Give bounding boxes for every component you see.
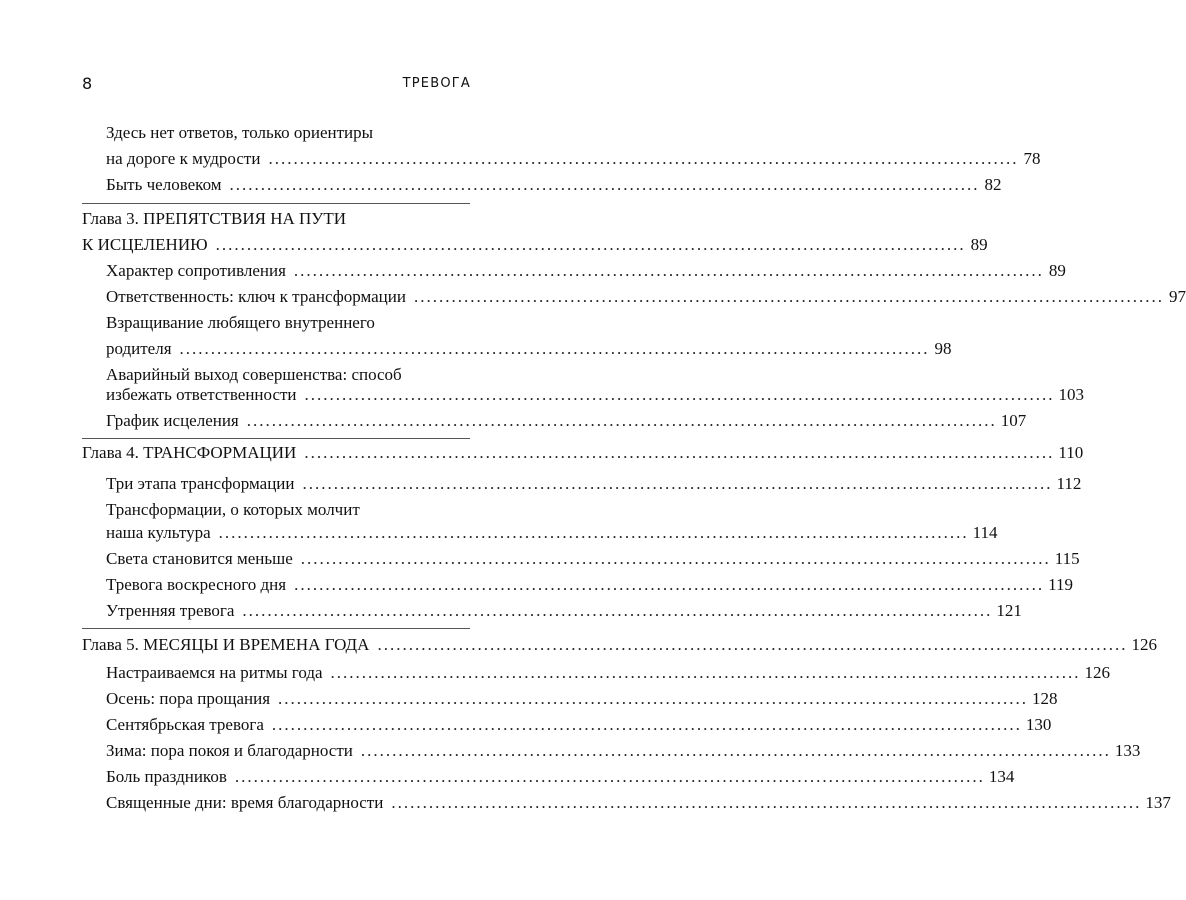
page-header: [0, 74, 529, 98]
toc-entry-title: Зима: пора покоя и благодарности: [106, 741, 353, 760]
toc-entry-title: График исцеления: [106, 411, 239, 430]
toc-entry-line: [106, 310, 470, 336]
toc-entry-page: 103: [1058, 385, 1085, 404]
toc-entry-page: 112: [1056, 474, 1082, 493]
chapter-page: 89: [970, 235, 988, 254]
chapter-title: Глава 5. МЕСЯЦЫ И ВРЕМЕНА ГОДА: [82, 635, 370, 654]
toc-entry: [106, 284, 1186, 310]
toc-entry: [106, 336, 952, 362]
toc-entry-title: Здесь нет ответов, только ориентиры: [106, 123, 374, 142]
dot-leader: ........................................................................................................................: [268, 149, 1019, 168]
toc-entry: [106, 686, 1058, 712]
chapter-heading-line: [82, 206, 470, 232]
toc-entry-page: 133: [1114, 741, 1141, 760]
toc-entry: [106, 712, 1052, 738]
dot-leader: ........................................................................................................................: [330, 663, 1081, 682]
toc-entry: [106, 146, 1041, 172]
toc-entry-title: наша культура: [106, 523, 211, 542]
chapter-page: 126: [1131, 635, 1157, 654]
dot-leader: ........................................................................................................................: [300, 549, 1051, 568]
toc-entry-title: Аварийный выход совершенства: способ: [106, 365, 402, 384]
toc-entry-page: 107: [1000, 411, 1027, 430]
toc-entry-title: Три этапа трансформации: [106, 474, 295, 493]
toc-entry-page: 137: [1145, 793, 1171, 812]
toc-entry-title: Тревога воскресного дня: [106, 575, 287, 594]
toc-entry-page: 82: [984, 175, 1002, 194]
dot-leader: ........................................................................................................................: [304, 385, 1055, 404]
section-divider: [82, 628, 470, 629]
section-divider: [82, 203, 470, 204]
toc-entry-title: Сентябрьская тревога: [106, 715, 264, 734]
dot-leader: ........................................................................................................................: [271, 715, 1022, 734]
dot-leader: ........................................................................................................................: [360, 741, 1111, 760]
chapter-title: Глава 4. ТРАНСФОРМАЦИИ: [82, 443, 297, 462]
toc-entry: [106, 471, 1082, 497]
toc-entry-title: Взращивание любящего внутреннего: [106, 313, 375, 332]
chapter-heading: [82, 632, 1157, 658]
toc-entry: [106, 546, 1080, 572]
toc-entry: [106, 408, 1027, 434]
toc-entry-page: 97: [1168, 287, 1186, 306]
toc-entry-title: Боль праздников: [106, 767, 227, 786]
toc-entry-page: 98: [934, 339, 952, 358]
toc-entry-page: 114: [972, 523, 998, 542]
dot-leader: ........................................................................................................................: [179, 339, 930, 358]
toc-entry-title: Трансформации, о которых молчит: [106, 500, 360, 519]
toc-entry: [106, 764, 1015, 790]
chapter-title: Глава 3. ПРЕПЯТСТВИЯ НА ПУТИ: [82, 209, 346, 228]
chapter-title: К ИСЦЕЛЕНИЮ: [82, 235, 208, 254]
toc-entry: [106, 382, 1085, 408]
toc-entry: [106, 172, 1002, 198]
toc-entry: [106, 520, 998, 546]
toc-entry-page: 130: [1025, 715, 1052, 734]
dot-leader: ........................................................................................................................: [242, 601, 993, 620]
toc-entry: [106, 738, 1141, 764]
chapter-page: 110: [1058, 443, 1084, 462]
toc-entry-title: родителя: [106, 339, 172, 358]
toc-entry-title: Священные дни: время благодарности: [106, 793, 384, 812]
toc-entry-title: Осень: пора прощания: [106, 689, 271, 708]
dot-leader: ........................................................................................................................: [215, 235, 966, 254]
dot-leader: ........................................................................................................................: [391, 793, 1142, 812]
dot-leader: ........................................................................................................................: [294, 575, 1045, 594]
chapter-heading: [82, 232, 988, 258]
toc-entry-title: на дороге к мудрости: [106, 149, 261, 168]
dot-leader: ........................................................................................................................: [302, 474, 1053, 493]
toc-entry-page: 115: [1054, 549, 1080, 568]
toc-entry: [106, 790, 1171, 816]
toc-entry-title: Света становится меньше: [106, 549, 293, 568]
toc-entry-page: 128: [1032, 689, 1058, 708]
toc-entry-page: 121: [996, 601, 1022, 620]
toc-entry: [106, 258, 1066, 284]
chapter-heading: [82, 440, 1084, 466]
dot-leader: ........................................................................................................................: [229, 175, 980, 194]
toc-entry-page: 119: [1048, 575, 1073, 594]
section-divider: [82, 438, 470, 439]
toc-entry-line: [106, 120, 470, 146]
dot-leader: ........................................................................................................................: [218, 523, 969, 542]
dot-leader: ........................................................................................................................: [377, 635, 1128, 654]
dot-leader: ........................................................................................................................: [304, 443, 1055, 462]
running-title: ТРЕВОГА: [402, 76, 471, 91]
toc-entry-title: Быть человеком: [106, 175, 222, 194]
toc-entry-title: Ответственность: ключ к трансформации: [106, 287, 406, 306]
dot-leader: ........................................................................................................................: [413, 287, 1164, 306]
toc-entry-page: 134: [988, 767, 1015, 786]
dot-leader: ........................................................................................................................: [293, 261, 1044, 280]
toc-entry-title: Настраиваемся на ритмы года: [106, 663, 323, 682]
toc-entry-page: 89: [1048, 261, 1066, 280]
toc-entry-title: Характер сопротивления: [106, 261, 286, 280]
toc-entry-page: 78: [1023, 149, 1041, 168]
toc-entry-title: Утренняя тревога: [106, 601, 235, 620]
dot-leader: ........................................................................................................................: [234, 767, 985, 786]
toc-entry: [106, 660, 1111, 686]
dot-leader: ........................................................................................................................: [278, 689, 1029, 708]
toc-entry-title: избежать ответственности: [106, 385, 297, 404]
toc-entry: [106, 598, 1022, 624]
dot-leader: ........................................................................................................................: [246, 411, 997, 430]
toc-entry: [106, 572, 1073, 598]
page-number: 8: [82, 74, 93, 93]
toc-entry-page: 126: [1084, 663, 1111, 682]
